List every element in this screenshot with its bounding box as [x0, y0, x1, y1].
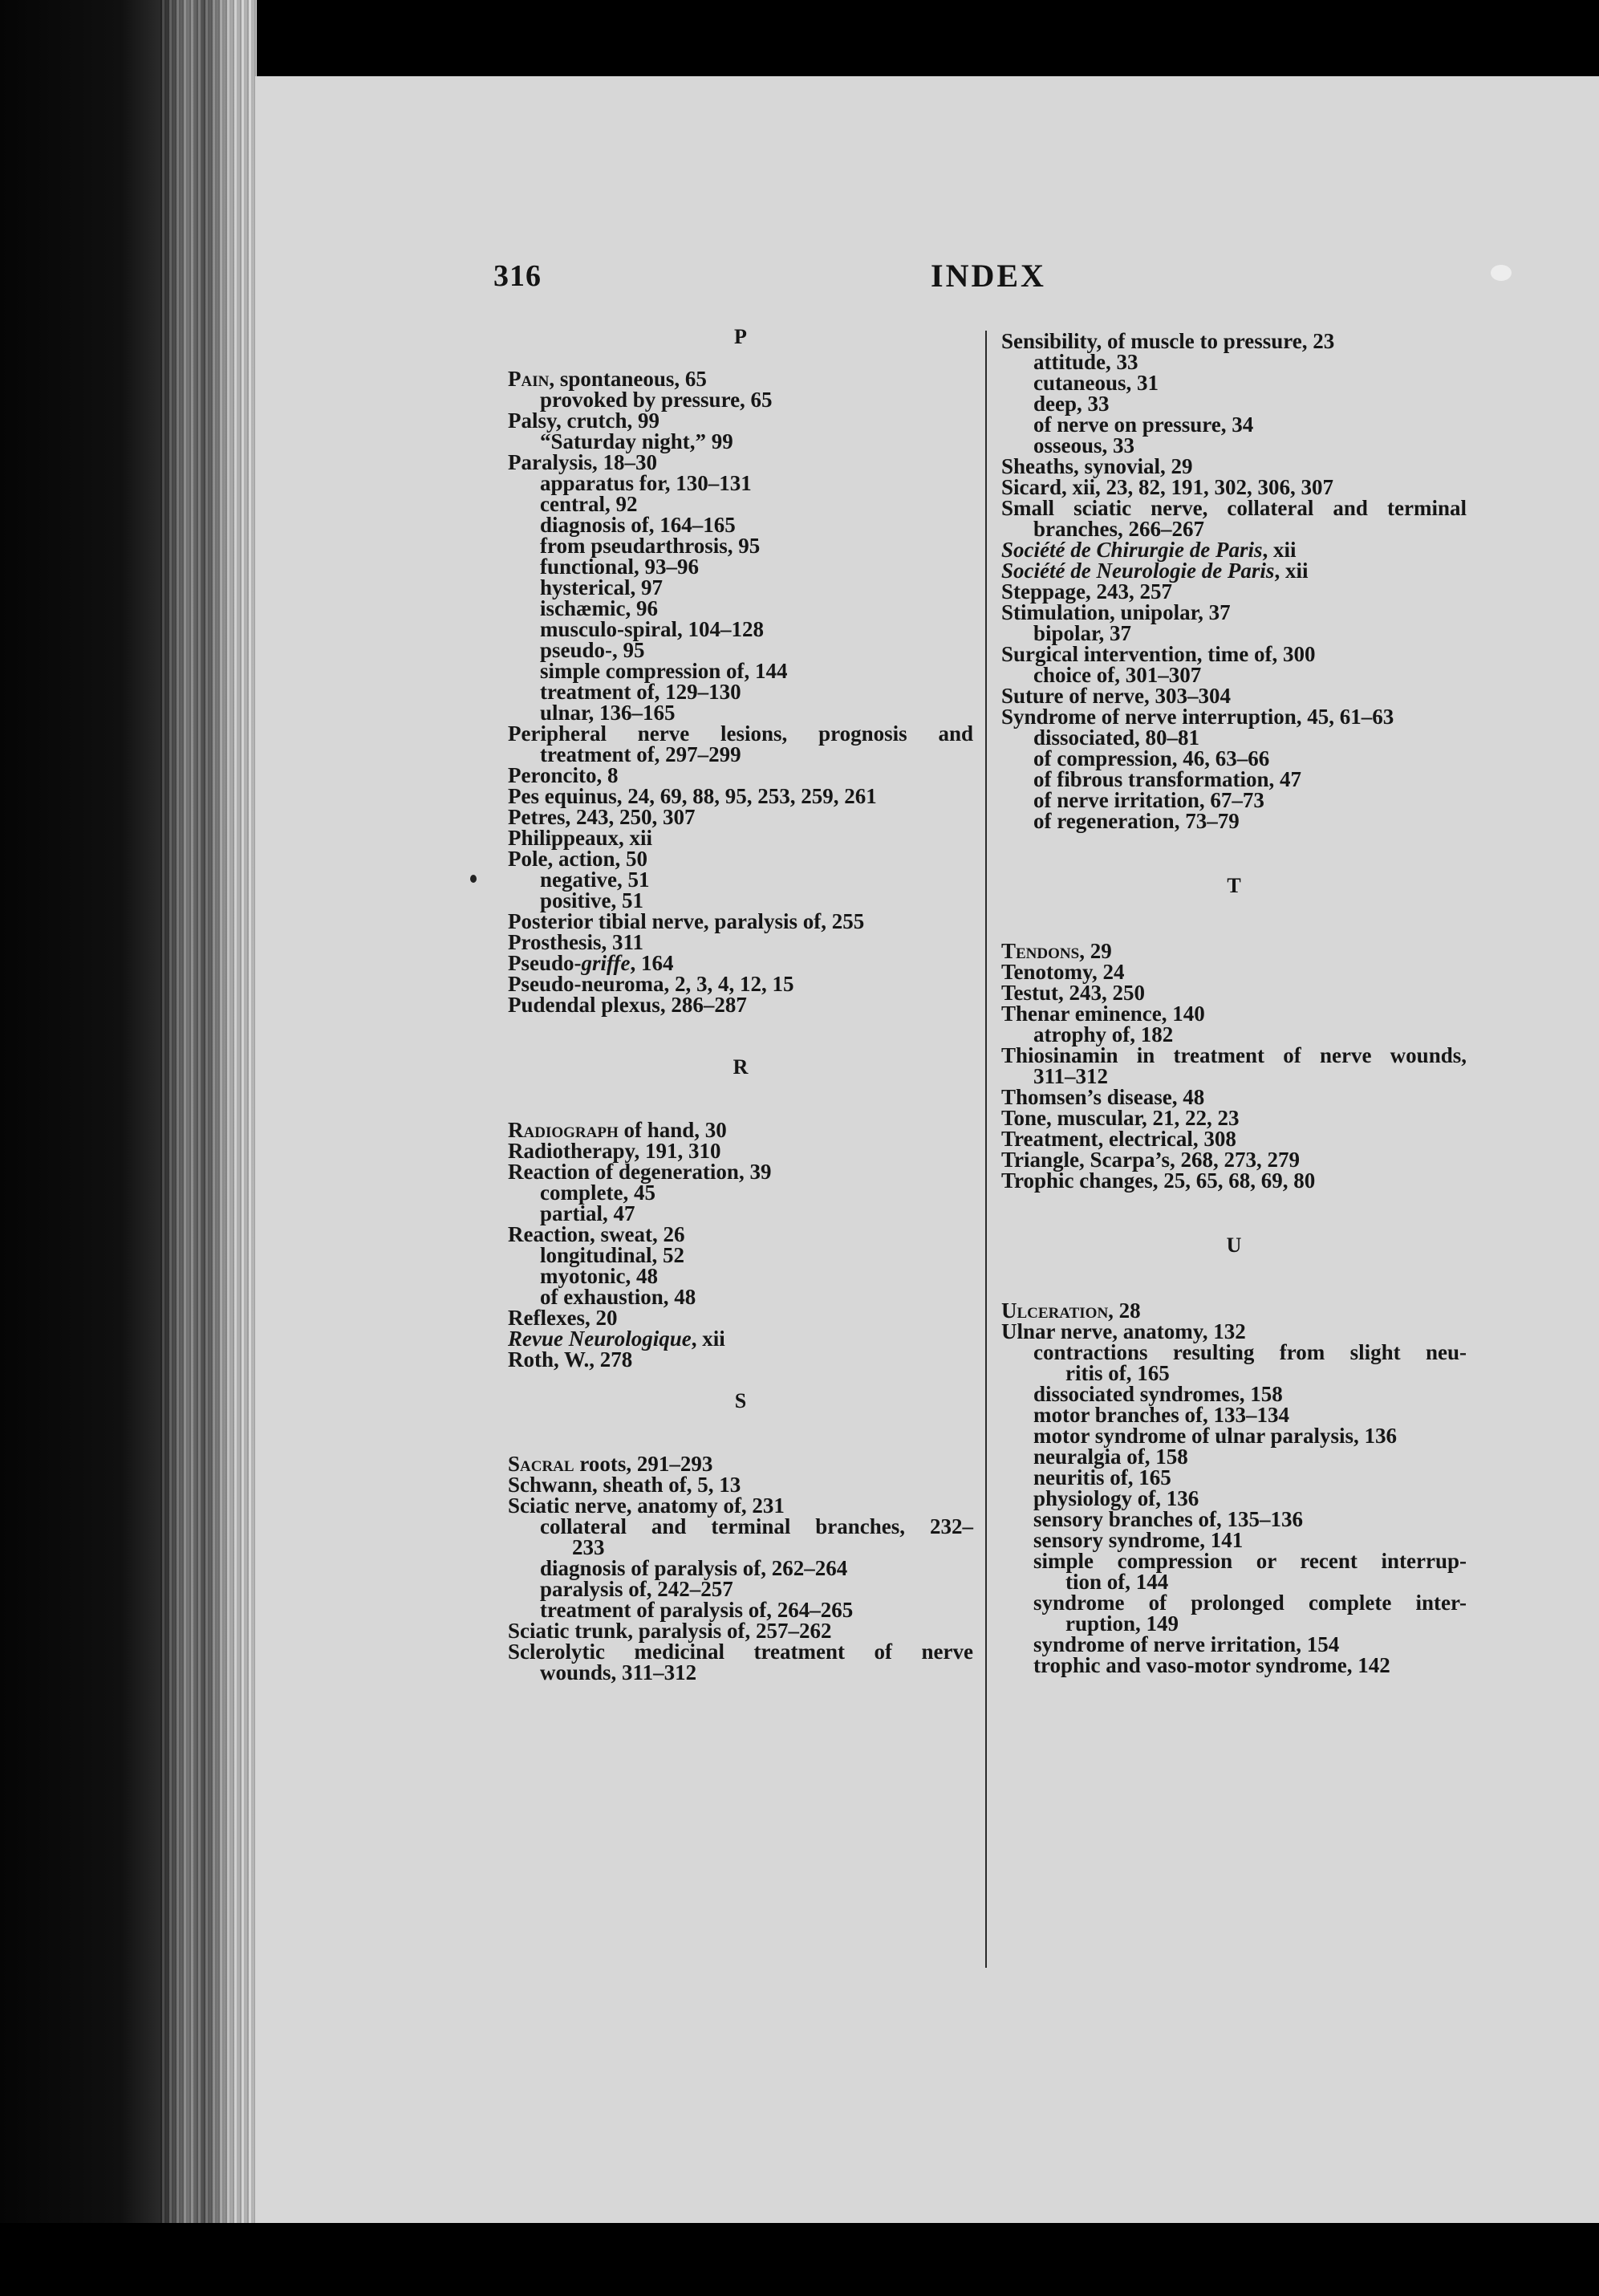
entry-text: Philippeaux, xii	[508, 826, 653, 850]
entry-text: wounds, 311–312	[540, 1660, 697, 1684]
entry-text: sensory branches of, 135–136	[1033, 1507, 1303, 1531]
index-entry	[1001, 331, 1467, 352]
index-entry	[1001, 1128, 1467, 1149]
index-entry	[508, 1453, 973, 1474]
entry-text: physiology of, 136	[1033, 1486, 1199, 1510]
index-entry	[508, 994, 973, 1015]
index-entry	[1001, 706, 1467, 727]
index-subentry	[1001, 1467, 1467, 1488]
entry-text: Thomsen’s disease, 48	[1001, 1085, 1205, 1109]
index-entry	[508, 1620, 973, 1641]
entry-text: Sclerolytic medicinal treatment of nerve	[508, 1640, 973, 1664]
entry-text: “Saturday night,” 99	[540, 429, 733, 453]
index-entry	[508, 1349, 973, 1370]
entry-heading: Tendons	[1001, 939, 1080, 963]
entry-text: choice of, 301–307	[1033, 663, 1202, 687]
index-subentry	[1001, 1530, 1467, 1550]
index-subentry	[1001, 1655, 1467, 1676]
index-entry	[508, 1328, 973, 1349]
entry-text: Petres, 243, 250, 307	[508, 805, 696, 829]
entry-text: diagnosis of paralysis of, 262–264	[540, 1556, 848, 1580]
entry-text: longitudinal, 52	[540, 1243, 685, 1267]
index-subentry	[1001, 769, 1467, 790]
entry-text: dissociated syndromes, 158	[1033, 1382, 1283, 1406]
index-subentry	[1001, 435, 1467, 456]
index-entry	[1001, 644, 1467, 664]
index-subentry	[508, 389, 973, 410]
entry-text: bipolar, 37	[1033, 621, 1132, 645]
index-subentry	[1001, 1425, 1467, 1446]
index-subentry	[1001, 748, 1467, 769]
index-entry	[1001, 1300, 1467, 1321]
entry-heading: Ulceration	[1001, 1298, 1109, 1323]
entry-text: positive, 51	[540, 888, 644, 912]
entry-text: partial, 47	[540, 1201, 635, 1225]
entry-text: , spontaneous, 65	[549, 367, 707, 391]
entry-text: of regeneration, 73–79	[1033, 809, 1240, 833]
index-entry	[508, 973, 973, 994]
index-entry	[508, 452, 973, 473]
spacer	[1001, 1256, 1467, 1300]
scan-streaks	[160, 0, 257, 2296]
entry-text: syndrome of nerve irritation, 154	[1033, 1632, 1340, 1656]
index-subentry	[508, 1245, 973, 1266]
entry-text: Pudendal plexus, 286–287	[508, 993, 747, 1017]
entry-text: Reflexes, 20	[508, 1306, 618, 1330]
entry-heading: Sacral	[508, 1452, 574, 1476]
index-subentry	[1001, 1066, 1467, 1087]
index-subentry	[1001, 1509, 1467, 1530]
index-entry	[508, 848, 973, 869]
spacer	[508, 347, 973, 368]
entry-text: of nerve on pressure, 34	[1033, 412, 1254, 437]
index-entry	[508, 1120, 973, 1140]
entry-text: Triangle, Scarpa’s, 268, 273, 279	[1001, 1148, 1300, 1172]
entry-text: of hand, 30	[618, 1118, 727, 1142]
entry-text: Paralysis, 18–30	[508, 450, 657, 474]
index-subentry	[1001, 1550, 1467, 1571]
entry-text: Roth, W., 278	[508, 1347, 633, 1372]
index-subentry	[1001, 1634, 1467, 1655]
entry-text: osseous, 33	[1033, 433, 1135, 457]
entry-text: paralysis of, 242–257	[540, 1577, 733, 1601]
index-subentry	[508, 1266, 973, 1286]
ink-blot	[470, 875, 477, 883]
index-column-left	[508, 327, 973, 1683]
entry-heading: Société de Chirurgie de Paris	[1001, 538, 1263, 562]
index-entry	[1001, 581, 1467, 602]
entry-text: sensory syndrome, 141	[1033, 1528, 1244, 1552]
entry-text: attitude, 33	[1033, 350, 1138, 374]
entry-text: trophic and vaso-motor syndrome, 142	[1033, 1653, 1390, 1677]
index-subentry	[508, 1516, 973, 1537]
entry-text: ritis of, 165	[1065, 1361, 1170, 1385]
index-subentry	[1001, 1613, 1467, 1634]
index-subentry	[1001, 414, 1467, 435]
index-subentry	[508, 494, 973, 514]
entry-text: Peripheral nerve lesions, prognosis and	[508, 721, 973, 746]
index-entry	[1001, 602, 1467, 623]
entry-text: motor syndrome of ulnar paralysis, 136	[1033, 1424, 1398, 1448]
entry-text: ischæmic, 96	[540, 596, 658, 620]
entry-text: Reaction of degeneration, 39	[508, 1160, 772, 1184]
entry-text: Prosthesis, 311	[508, 930, 644, 954]
index-entry	[1001, 456, 1467, 477]
index-entry	[508, 1495, 973, 1516]
scan-top-band	[257, 0, 1599, 76]
page-speck	[1491, 265, 1512, 281]
entry-text: neuralgia of, 158	[1033, 1445, 1188, 1469]
entry-text: from pseudarthrosis, 95	[540, 534, 761, 558]
index-subentry	[508, 598, 973, 619]
index-entry	[508, 911, 973, 932]
entry-text: Thenar eminence, 140	[1001, 1002, 1205, 1026]
entry-text: Peroncito, 8	[508, 763, 619, 787]
column-divider	[985, 331, 987, 1968]
entry-text: neuritis of, 165	[1033, 1465, 1171, 1489]
entry-text: Reaction, sweat, 26	[508, 1222, 685, 1246]
index-subentry	[508, 1537, 973, 1558]
index-entry	[508, 1641, 973, 1662]
index-subentry	[508, 1662, 973, 1683]
entry-heading: Pain	[508, 367, 550, 391]
entry-heading: Société de Neurologie de Paris	[1001, 559, 1275, 583]
index-subentry	[508, 869, 973, 890]
index-subentry	[1001, 1404, 1467, 1425]
entry-text: Steppage, 243, 257	[1001, 579, 1173, 603]
entry-text: Posterior tibial nerve, paralysis of, 255	[508, 909, 865, 933]
index-subentry	[1001, 1488, 1467, 1509]
index-entry	[1001, 1087, 1467, 1107]
index-entry	[1001, 982, 1467, 1003]
entry-text: Palsy, crutch, 99	[508, 408, 659, 433]
index-subentry	[1001, 1446, 1467, 1467]
index-entry	[1001, 941, 1467, 961]
entry-text: pseudo-, 95	[540, 638, 645, 662]
index-entry	[1001, 477, 1467, 498]
entry-text: , xii	[1262, 538, 1297, 562]
spacer	[508, 1015, 973, 1057]
entry-text: syndrome of prolonged complete inter-	[1033, 1591, 1467, 1615]
entry-text: Small sciatic nerve, collateral and terminal	[1001, 496, 1467, 520]
index-entry	[508, 932, 973, 953]
index-subentry	[1001, 1592, 1467, 1613]
entry-italic-part: griffe	[581, 951, 631, 975]
index-subentry	[1001, 790, 1467, 811]
index-entry	[1001, 1170, 1467, 1191]
index-subentry	[508, 473, 973, 494]
entry-text: branches, 266–267	[1033, 517, 1205, 541]
index-subentry	[508, 890, 973, 911]
index-entry	[508, 953, 973, 973]
page-title: INDEX	[931, 258, 1046, 294]
spacer	[1001, 1191, 1467, 1235]
entry-text: , 28	[1108, 1298, 1141, 1323]
index-subentry	[508, 1203, 973, 1224]
entry-text: musculo-spiral, 104–128	[540, 617, 765, 641]
entry-text: deep, 33	[1033, 392, 1110, 416]
index-subentry	[1001, 1363, 1467, 1384]
entry-text: 311–312	[1033, 1064, 1109, 1088]
entry-text: treatment of, 129–130	[540, 680, 741, 704]
entry-text: dissociated, 80–81	[1033, 725, 1200, 750]
index-subentry	[508, 431, 973, 452]
entry-text: of exhaustion, 48	[540, 1285, 696, 1309]
entry-text: Pseudo-neuroma, 2, 3, 4, 12, 15	[508, 972, 794, 996]
index-entry	[508, 1474, 973, 1495]
index-entry	[1001, 1321, 1467, 1342]
entry-text: Suture of nerve, 303–304	[1001, 684, 1231, 708]
index-entry	[1001, 560, 1467, 581]
entry-heading: Pseudo-	[508, 951, 582, 975]
entry-text: negative, 51	[540, 868, 650, 892]
spacer	[1001, 896, 1467, 941]
index-subentry	[508, 1558, 973, 1579]
entry-text: complete, 45	[540, 1181, 655, 1205]
index-subentry	[1001, 1571, 1467, 1592]
index-subentry	[508, 744, 973, 765]
index-subentry	[1001, 352, 1467, 372]
entry-text: , 29	[1079, 939, 1112, 963]
index-subentry	[508, 660, 973, 681]
index-subentry	[1001, 1384, 1467, 1404]
entry-text: , 164	[630, 951, 674, 975]
entry-text: of compression, 46, 63–66	[1033, 746, 1270, 770]
index-column-right	[1001, 331, 1467, 1676]
index-subentry	[508, 1286, 973, 1307]
entry-text: Testut, 243, 250	[1001, 981, 1146, 1005]
spacer	[1001, 831, 1467, 876]
index-entry	[508, 1161, 973, 1182]
index-subentry	[508, 556, 973, 577]
index-entry	[1001, 498, 1467, 518]
index-subentry	[508, 681, 973, 702]
index-entry	[508, 765, 973, 786]
entry-text: diagnosis of, 164–165	[540, 513, 736, 537]
entry-text: roots, 291–293	[574, 1452, 713, 1476]
index-entry	[508, 786, 973, 807]
entry-heading: Radiograph	[508, 1118, 619, 1142]
section-letter: T	[1227, 874, 1241, 897]
index-entry	[508, 368, 973, 389]
scan-bottom-band	[0, 2223, 1599, 2296]
entry-text: hysterical, 97	[540, 575, 663, 599]
index-entry	[1001, 961, 1467, 982]
entry-text: Ulnar nerve, anatomy, 132	[1001, 1319, 1246, 1343]
index-entry	[508, 1140, 973, 1161]
spacer	[508, 1370, 973, 1391]
entry-text: Treatment, electrical, 308	[1001, 1127, 1236, 1151]
entry-text: Sheaths, synovial, 29	[1001, 454, 1193, 478]
entry-text: treatment of paralysis of, 264–265	[540, 1598, 854, 1622]
entry-text: central, 92	[540, 492, 638, 516]
entry-text: Sciatic trunk, paralysis of, 257–262	[508, 1619, 832, 1643]
entry-text: provoked by pressure, 65	[540, 388, 773, 412]
index-subentry	[1001, 1342, 1467, 1363]
index-subentry	[1001, 811, 1467, 831]
entry-heading: Revue Neurologique	[508, 1327, 692, 1351]
entry-text: treatment of, 297–299	[540, 742, 741, 766]
section-letter: P	[734, 325, 747, 348]
index-entry	[508, 1307, 973, 1328]
spacer	[508, 1078, 973, 1120]
index-entry	[508, 1224, 973, 1245]
entry-text: atrophy of, 182	[1033, 1022, 1174, 1046]
page-number: 316	[493, 259, 542, 293]
index-subentry	[1001, 664, 1467, 685]
entry-text: simple compression of, 144	[540, 659, 788, 683]
index-subentry	[1001, 623, 1467, 644]
index-entry	[1001, 1003, 1467, 1024]
index-subentry	[508, 1599, 973, 1620]
entry-text: Syndrome of nerve interruption, 45, 61–63	[1001, 705, 1394, 729]
index-entry	[508, 827, 973, 848]
index-subentry	[508, 1579, 973, 1599]
entry-text: cutaneous, 31	[1033, 371, 1159, 395]
entry-text: Trophic changes, 25, 65, 68, 69, 80	[1001, 1168, 1316, 1193]
index-entry	[508, 723, 973, 744]
index-entry	[1001, 1045, 1467, 1066]
index-subentry	[508, 619, 973, 640]
entry-text: Sciatic nerve, anatomy of, 231	[508, 1493, 785, 1518]
section-letter: R	[733, 1055, 749, 1079]
index-subentry	[508, 514, 973, 535]
entry-text: collateral and terminal branches, 232–	[540, 1514, 973, 1538]
entry-text: contractions resulting from slight neu-	[1033, 1340, 1467, 1364]
section-letter: U	[1226, 1233, 1242, 1257]
entry-text: Sicard, xii, 23, 82, 191, 302, 306, 307	[1001, 475, 1334, 499]
index-entry	[1001, 1107, 1467, 1128]
entry-text: Radiotherapy, 191, 310	[508, 1139, 721, 1163]
index-subentry	[508, 702, 973, 723]
entry-text: 233	[572, 1535, 605, 1559]
index-subentry	[1001, 372, 1467, 393]
index-entry	[1001, 685, 1467, 706]
entry-text: Pole, action, 50	[508, 847, 647, 871]
section-letter: S	[734, 1389, 747, 1412]
entry-text: Schwann, sheath of, 5, 13	[508, 1473, 741, 1497]
entry-text: , xii	[1274, 559, 1309, 583]
entry-text: ulnar, 136–165	[540, 701, 676, 725]
index-subentry	[508, 535, 973, 556]
index-entry	[1001, 1149, 1467, 1170]
index-subentry	[508, 577, 973, 598]
entry-text: Tone, muscular, 21, 22, 23	[1001, 1106, 1240, 1130]
entry-text: tion of, 144	[1065, 1570, 1169, 1594]
entry-text: Surgical intervention, time of, 300	[1001, 642, 1316, 666]
entry-text: myotonic, 48	[540, 1264, 658, 1288]
entry-text: functional, 93–96	[540, 555, 700, 579]
index-subentry	[1001, 727, 1467, 748]
entry-text: apparatus for, 130–131	[540, 471, 752, 495]
entry-text: Stimulation, unipolar, 37	[1001, 600, 1231, 624]
index-entry	[508, 807, 973, 827]
entry-text: Tenotomy, 24	[1001, 960, 1125, 984]
index-subentry	[1001, 518, 1467, 539]
index-entry	[508, 410, 973, 431]
index-entry	[1001, 539, 1467, 560]
entry-text: of fibrous transformation, 47	[1033, 767, 1301, 791]
entry-text: motor branches of, 133–134	[1033, 1403, 1289, 1427]
entry-text: Sensibility, of muscle to pressure, 23	[1001, 329, 1335, 353]
spacer	[508, 1412, 973, 1453]
index-subentry	[508, 640, 973, 660]
entry-text: Thiosinamin in treatment of nerve wounds,	[1001, 1043, 1467, 1067]
entry-text: ruption, 149	[1065, 1611, 1179, 1636]
index-subentry	[508, 1182, 973, 1203]
index-subentry	[1001, 1024, 1467, 1045]
entry-text: of nerve irritation, 67–73	[1033, 788, 1264, 812]
index-subentry	[1001, 393, 1467, 414]
entry-text: Pes equinus, 24, 69, 88, 95, 253, 259, 261	[508, 784, 877, 808]
entry-text: , xii	[691, 1327, 725, 1351]
entry-text: simple compression or recent interrup-	[1033, 1549, 1467, 1573]
